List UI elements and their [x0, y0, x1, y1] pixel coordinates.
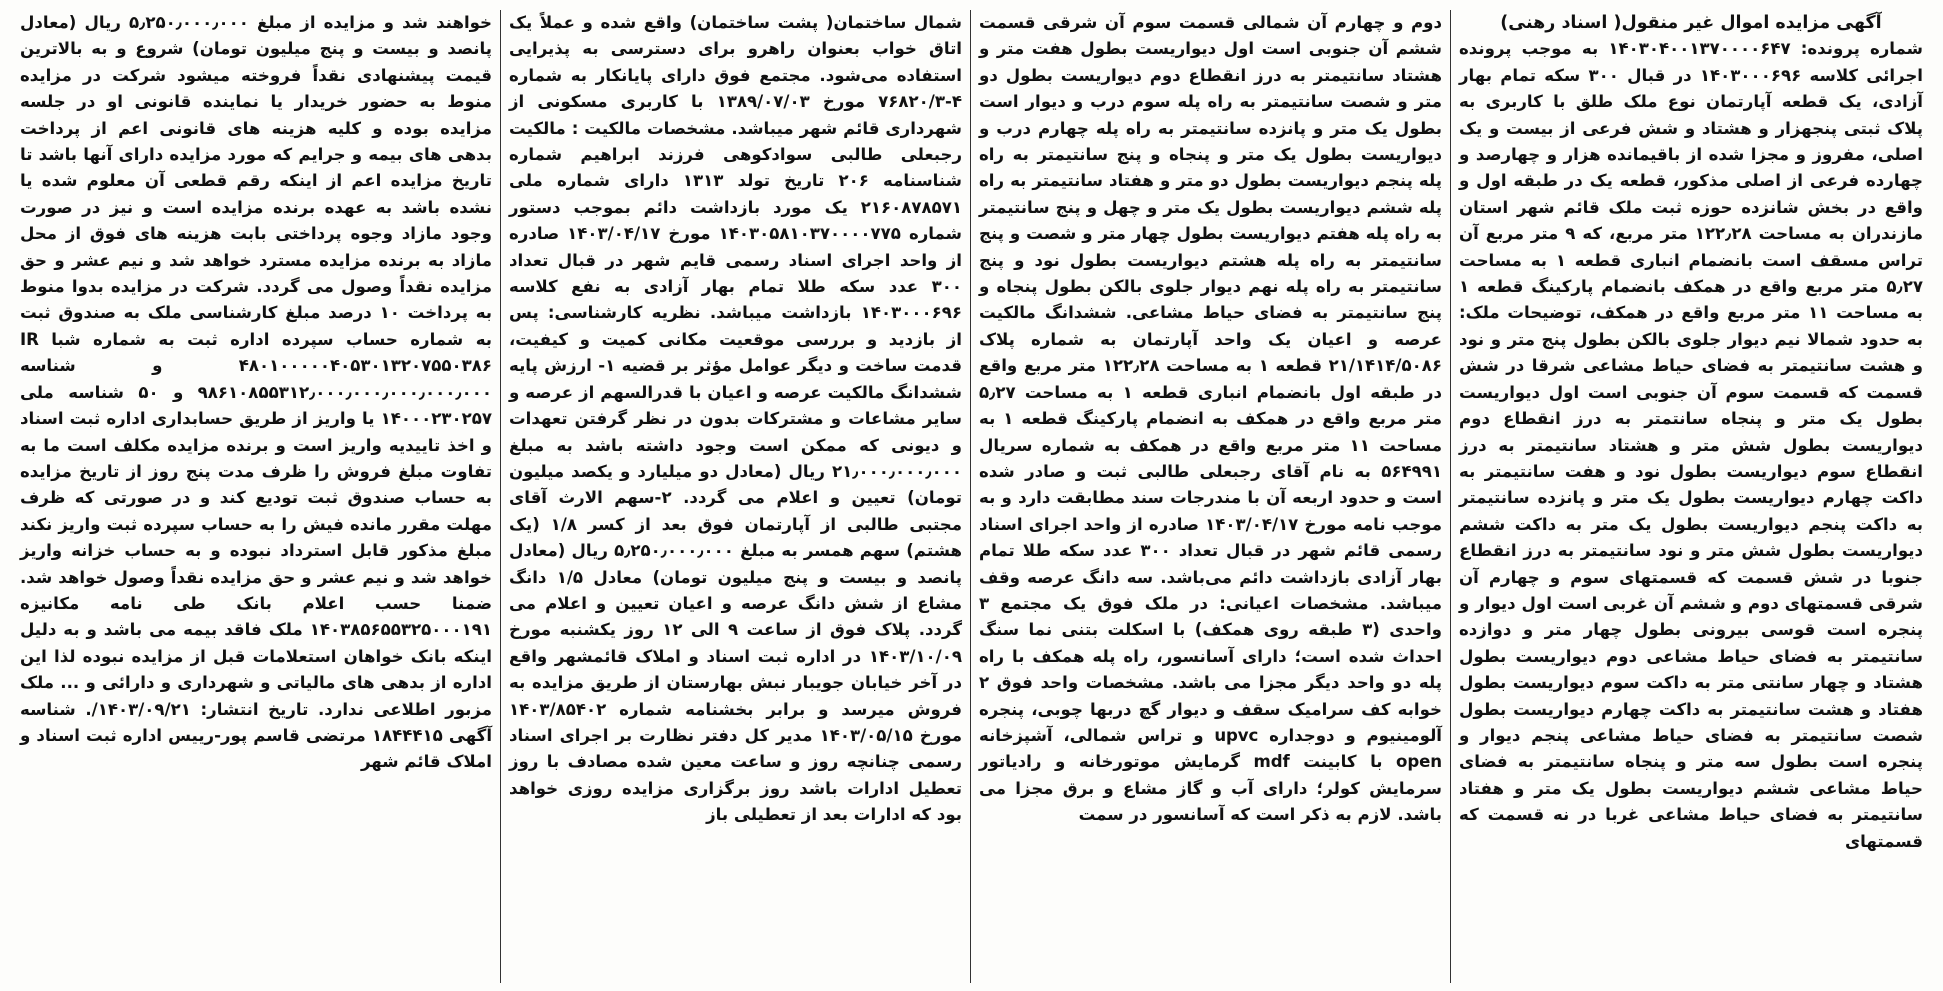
- notice-column-2-text: دوم و چهارم آن شمالی قسمت سوم آن شرقی قسمت ششم آن جنوبی است اول دیواریست بطول هفت متر و هشتاد سانتیمتر به درز انقطاع دوم دیواریست بطول دو متر و شصت سانتیمتر به راه پله سوم درب و دیوار است بطول یک متر و پانزده سانتیمتر به راه پله چهارم درب و دیواریست بطول یک متر و پنجاه و پنج سانتیمتر به راه پله پنجم دیواریست بطول دو متر و هفتاد سانتیمتر به راه پله ششم دیواریست بطول یک متر و چهل و پنج سانتیمتر به راه پله هفتم دیواریست بطول چهار متر و شصت و پنج سانتیمتر به راه پله هشتم دیواریست بطول نود و پنج سانتیمتر به راه پله نهم دیوار جلوی بالکن بطول پنجاه و پنج سانتیمتر به فضای حیاط مشاعی. ششدانگ مالکیت عرصه و اعیان یک واحد آپارتمان به شماره پلاک ۲۱/۱۴۱۴/۵۰۸۶ قطعه ۱ به مساحت ۱۲۲٫۲۸ متر مربع واقع در طبقه اول بانضمام انباری قطعه ۱ به مساحت ۵٫۲۷ متر مربع واقع در همکف به انضمام پارکینگ قطعه ۱ به مساحت ۱۱ متر مربع واقع در همکف به شماره سریال ۵۶۴۹۹۱ به نام آقای رجبعلی طالبی ثبت و صادر شده است و حدود اربعه آن با مندرجات سند مطابقت دارد و به موجب نامه مورخ ۱۴۰۳/۰۴/۱۷ صادره از واحد اجرای اسناد رسمی قائم شهر در قبال تعداد ۳۰۰ عدد سکه طلا تمام بهار آزادی بازداشت دائم می‌باشد. سه دانگ عرصه وقف میباشد. مشخصات اعیانی: در ملک فوق یک مجتمع ۳ واحدی (۳ طبقه روی همکف) با اسکلت بتنی نما سنگ احداث شده است؛ دارای آسانسور، راه پله همکف با راه پله دو واحد دیگر مجزا می باشد. مشخصات واحد فوق ۲ خوابه کف سرامیک سقف و دیوار گچ دربها چوبی، پنجره آلومینیوم و دوجداره upvc و تراس شمالی، آشپزخانه open با کابینت mdf گرمایش موتورخانه و رادیاتور سرمایش کولر؛ دارای آب و گاز مشاع و برق مجزا می باشد. لازم به ذکر است که آسانسور در سمت: [979, 13, 1442, 825]
- notice-title: آگهی مزایده اموال غیر منقول( اسناد رهنی): [1500, 13, 1882, 33]
- notice-column-1-text: شماره پرونده: ۱۴۰۳۰۴۰۰۱۳۷۰۰۰۰۶۴۷ به موجب پرونده اجرائی کلاسه ۱۴۰۳۰۰۰۶۹۶ در قبال ۳۰۰ سکه تمام بهار آزادی، یک قطعه آپارتمان نوع ملک طلق با کاربری به پلاک ثبتی پنجهزار و هشتاد و شش فرعی از بیست و یک اصلی، مفروز و مجزا شده از باقیمانده هزار و چهارصد و چهارده فرعی از اصلی مذکور، قطعه یک در طبقه اول و واقع در بخش شانزده حوزه ثبت ملک قائم شهر استان مازندران به مساحت ۱۲۲٫۲۸ متر مربع، که ۹ متر مربع آن تراس مسقف است بانضمام انباری قطعه ۱ به مساحت ۵٫۲۷ متر مربع واقع در همکف بانضمام پارکینگ قطعه ۱ به مساحت ۱۱ متر مربع واقع در همکف، توضیحات ملک: به حدود شمالا نیم دیوار جلوی بالکن بطول پنج متر و نود و هشت سانتیمتر به فضای حیاط مشاعی شرقا در شش قسمت که قسمت سوم آن جنوبی است اول دیواریست بطول یک متر و پنجاه سانتمتر به درز انقطاع دوم دیواریست بطول شش متر و هشتاد سانتیمتر به درز انقطاع سوم دیواریست بطول نود و هفت سانتیمتر به داکت چهارم دیواریست بطول یک متر و پانزده سانتیمتر به داکت پنجم دیواریست بطول یک متر به داکت ششم دیواریست بطول شش متر و نود سانتیمتر به درز انقطاع جنوبا در شش قسمت که قسمتهای سوم و چهارم آن شرقی قسمتهای دوم و ششم آن غربی است اول دیوار و پنجره است قوسی بیرونی بطول چهار متر و دوازده سانتیمتر به فضای حیاط مشاعی دوم دیواریست بطول هشتاد و چهار سانتی متر به داکت سوم دیواریست بطول هفتاد و هشت سانتیمتر به داکت چهارم دیواریست بطول شصت سانتیمتر به فضای حیاط مشاعی پنجم دیوار و پنجره است بطول سه متر و پنجاه سانتیمتر به فضای حیاط مشاعی ششم دیواریست بطول یک متر و هفتاد سانتیمتر به فضای حیاط مشاعی غربا در نه قسمت که قسمتهای: [1459, 39, 1924, 851]
- notice-column-4: [12, 10, 501, 983]
- notice-column-4-text: خواهند شد و مزایده از مبلغ ۵٫۲۵۰٫۰۰۰٫۰۰۰ ریال (معادل پانصد و بیست و پنج میلیون تومان) شروع و به بالاترین قیمت پیشنهادی نقداً فروخته میشود شرکت در مزایده منوط به حضور خریدار یا نماینده قانونی او در جلسه مزایده بوده و کلیه هزینه های قانونی اعم از پرداخت بدهی های بیمه و جرایم که مورد مزایده دارای آنها باشد تا تاریخ مزایده اعم از اینکه رقم قطعی آن معلوم شده یا نشده باشد به عهده برنده مزایده است و نیز در صورت وجود مازاد وجوه پرداختی بابت هزینه های فوق از محل مازاد به برنده مزایده مسترد خواهد شد و نیم عشر و حق مزایده نقداً وصول می گردد. شرکت در مزایده بدوا منوط به پرداخت ۱۰ درصد مبلغ کارشناسی ملک به صندوق ثبت به شماره حساب سپرده اداره ثبت به شماره شبا IR ۴۸۰۱۰۰۰۰۰۴۰۵۳۰۱۳۲۰۷۵۵۰۳۸۶ و شناسه ۹۸۶۱۰۸۵۵۳۱۲٫۰۰۰٫۰۰۰٫۰۰۰٫۰۰۰٫۰۰۰ و ۵۰ شناسه ملی ۱۴۰۰۰۲۳۰۲۵۷ یا واریز از طریق حسابداری اداره ثبت اسناد و اخذ تاییدیه واریز است و برنده مزایده مکلف است ما به تفاوت مبلغ فروش را ظرف مدت پنج روز از تاریخ مزایده به حساب صندوق ثبت تودیع کند و در صورتی که ظرف مهلت مقرر مانده فیش را به حساب سپرده ثبت واریز نکند مبلغ مذکور قابل استرداد نبوده و به حساب خزانه واریز خواهد شد و نیم عشر و حق مزایده نقداً وصول خواهد شد. ضمنا حسب اعلام بانک طی نامه مکانیزه ۱۴۰۳۸۵۶۵۵۳۲۵۰۰۰۱۹۱ ملک فاقد بیمه می باشد و به دلیل اینکه بانک خواهان استعلامات قبل از مزایده نبوده لذا این اداره از بدهی های مالیاتی و شهرداری و دارائی و ... ملک مزبور اطلاعی ندارد. تاریخ انتشار: ۱۴۰۳/۰۹/۲۱/. شناسه آگهی ۱۸۴۴۴۱۵ مرتضی قاسم پور-رییس اداره ثبت اسناد و املاک قائم شهر: [20, 13, 493, 772]
- notice-column-2: [971, 10, 1451, 983]
- notice-column-3: [501, 10, 971, 983]
- notice-column-1: [1451, 10, 1931, 983]
- notice-column-3-text: شمال ساختمان( پشت ساختمان) واقع شده و عملاً یک اتاق خواب بعنوان راهرو برای دسترسی به پذیرایی استفاده می‌شود. مجتمع فوق دارای پایانکار به شماره ۴-۷۶۸۲۰/۳ مورخ ۱۳۸۹/۰۷/۰۳ با کاربری مسکونی از شهرداری قائم شهر میباشد. مشخصات مالکیت : مالکیت رجبعلی طالبی سوادکوهی فرزند ابراهیم شماره شناسنامه ۲۰۶ تاریخ تولد ۱۳۱۳ دارای شماره ملی ۲۱۶۰۸۷۸۵۷۱ یک مورد بازداشت دائم بموجب دستور شماره ۱۴۰۳۰۵۸۱۰۳۷۰۰۰۰۷۷۵ مورخ ۱۴۰۳/۰۴/۱۷ صادره از واحد اجرای اسناد رسمی قایم شهر در قبال تعداد ۳۰۰ عدد سکه طلا تمام بهار آزادی به نفع کلاسه ۱۴۰۳۰۰۰۶۹۶ بازداشت میباشد. نظریه کارشناسی: پس از بازدید و بررسی موقعیت مکانی کمیت و کیفیت، قدمت ساخت و دیگر عوامل مؤثر بر قضیه ۱- ارزش پایه ششدانگ مالکیت عرصه و اعیان با قدرالسهم از عرصه و سایر مشاعات و مشترکات بدون در نظر گرفتن تعهدات و دیونی که ممکن است وجود داشته باشد به مبلغ ۲۱٫۰۰۰٫۰۰۰٫۰۰۰ ریال (معادل دو میلیارد و یکصد میلیون تومان) تعیین و اعلام می گردد. ۲-سهم الارث آقای مجتبی طالبی از آپارتمان فوق بعد از کسر ۱/۸ (یک هشتم) سهم همسر به مبلغ ۵٫۲۵۰٫۰۰۰٫۰۰۰ ریال (معادل پانصد و بیست و پنج میلیون تومان) معادل ۱/۵ دانگ مشاع از شش دانگ عرصه و اعیان تعیین و اعلام می گردد. پلاک فوق از ساعت ۹ الی ۱۲ روز یکشنبه مورخ ۱۴۰۳/۱۰/۰۹ در اداره ثبت اسناد و املاک قائمشهر واقع در آخر خیابان جویبار نبش بهارستان از طریق مزایده به فروش میرسد و برابر بخشنامه شماره ۱۴۰۳/۸۵۴۰۲ مورخ ۱۴۰۳/۰۵/۱۵ مدیر کل دفتر نظارت بر اجرای اسناد رسمی چنانچه روز و ساعت معین شده مصادف با روز تعطیل ادارات باشد روز برگزاری مزایده روزی خواهد بود که ادارات بعد از تعطیلی باز: [509, 13, 963, 825]
